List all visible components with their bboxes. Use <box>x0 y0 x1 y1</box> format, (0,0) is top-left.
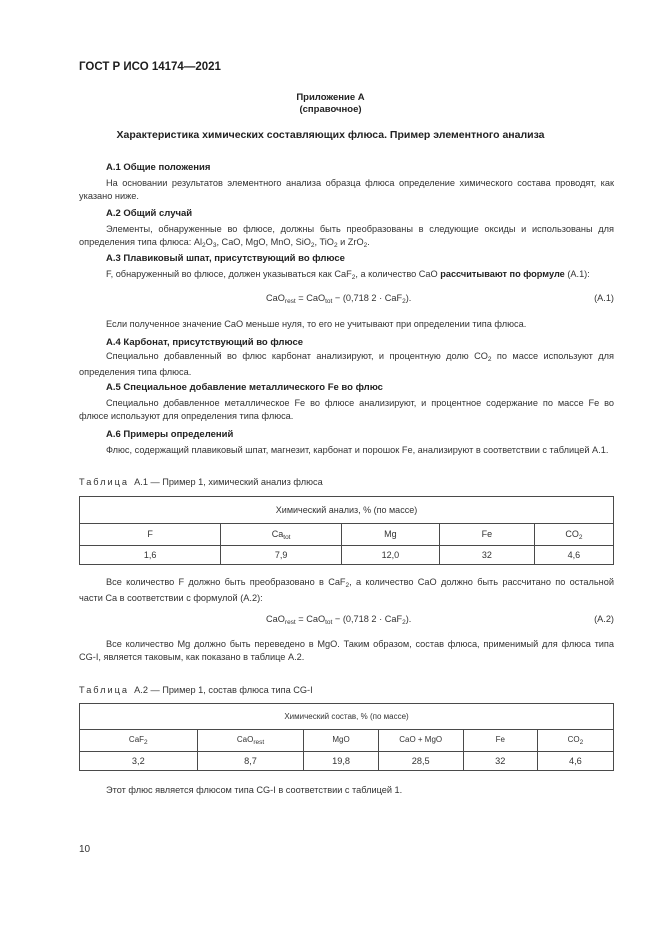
a2-part5: и ZrO <box>337 237 364 247</box>
table-a1-header <box>221 524 342 546</box>
closing-text: Этот флюс является флюсом типа CG-I в соответствии с таблицей 1. <box>106 785 403 795</box>
table-a1-header <box>341 524 439 546</box>
header-main: CaF <box>128 735 145 744</box>
a4-part2: по массе используют для определения типа флюса. <box>79 351 614 377</box>
section-a6-title: А.6 Примеры определений <box>106 429 234 440</box>
a3-part2: , а количество CaO <box>355 269 441 279</box>
f2-mid-sub: tot <box>325 619 333 626</box>
section-a1-body: На основании результатов элементного анализа образца флюса определение химического состава проводят, как указано ниже. <box>79 178 614 201</box>
table-a2-cell: 4,6 <box>537 752 613 771</box>
a5-body: Специально добавленное металлическое Fe во флюсе анализируют, и процентное содержание по массе Fe во флюсе используют для определения типа флюса. <box>79 398 614 421</box>
between-p2-text: Все количество Mg должно быть переведено в MgO. Таким образом, состав флюса, применимый для флюса типа CG-I, является таковым, как показано в таблице А.2. <box>79 639 614 662</box>
formula-a1 <box>266 293 411 305</box>
table-a1-value-row <box>80 546 614 565</box>
section-a1-title: А.1 Общие положения <box>106 162 211 173</box>
table-a2-header <box>197 730 304 752</box>
table-a2-group-header: Химический состав, % (по массе) <box>80 704 614 730</box>
table-a2-caption <box>79 685 313 695</box>
f2-mid: = CaO <box>295 614 326 624</box>
section-a2-title: А.2 Общий случай <box>106 208 193 219</box>
table-a1-header-row <box>80 524 614 546</box>
header-sub: tot <box>283 533 291 541</box>
table-a1-cell: 4,6 <box>534 546 613 565</box>
table-a2-header <box>80 730 198 752</box>
document-id: ГОСТ Р ИСО 14174—2021 <box>79 61 221 73</box>
section-a3-text <box>79 268 614 284</box>
formula-a2 <box>266 614 411 626</box>
table-a2 <box>79 703 614 771</box>
f2-end: ). <box>405 614 412 624</box>
header-sub: 2 <box>144 739 148 746</box>
f1-lhs: CaO <box>266 293 285 303</box>
header-main: Ca <box>271 528 284 539</box>
between-p1-part2: , а количество CaO должно быть рассчитано по остальной части Ca в соответствии с формулой (А.2): <box>79 577 614 603</box>
f2-rhs-sub: 2 <box>402 619 406 626</box>
appendix-subtitle: (справочное) <box>299 104 362 115</box>
section-a1-text <box>79 177 614 203</box>
section-a6-text <box>79 444 614 457</box>
a2-sub4: 2 <box>333 242 338 249</box>
table-a2-cell: 19,8 <box>304 752 378 771</box>
a2-sub2: 3 <box>212 242 217 249</box>
table-a2-group-row <box>80 704 614 730</box>
table-a2-caption-prefix: Таблица <box>79 685 130 695</box>
f1-end: ). <box>405 293 412 303</box>
f2-lhs-sub: rest <box>284 619 296 626</box>
f1-rhs: − (0,718 2 · CaF <box>332 293 403 303</box>
table-a2-header <box>304 730 378 752</box>
header-main: F <box>147 528 153 539</box>
header-main: Fe <box>481 528 493 539</box>
header-main: Mg <box>384 528 397 539</box>
section-a3-after <box>79 318 614 331</box>
f1-rhs-sub: 2 <box>402 298 406 305</box>
section-a5-text <box>79 397 614 423</box>
appendix-heading: Характеристика химических составляющих флюса. Пример элементного анализа <box>116 129 545 141</box>
a2-part2: O <box>205 237 213 247</box>
section-a4-text <box>79 350 614 379</box>
table-a2-cell: 32 <box>463 752 537 771</box>
header-main: CO <box>565 528 579 539</box>
header-main: CaO + MgO <box>399 735 443 744</box>
header-main: MgO <box>332 735 350 744</box>
header-sub: 2 <box>579 739 584 746</box>
table-a2-cell: 3,2 <box>80 752 198 771</box>
a6-body: Флюс, содержащий плавиковый шпат, магнезит, карбонат и порошок Fe, анализируют в соответствии с таблицей А.1. <box>106 445 609 455</box>
a3-part1: F, обнаруженный во флюсе, должен указываться как CaF <box>106 269 352 279</box>
a2-sub1: 2 <box>202 242 206 249</box>
between-p1-part1: Все количество F должно быть преобразовано в CaF <box>106 577 346 587</box>
table-a1 <box>79 496 614 565</box>
header-sub: rest <box>253 739 265 746</box>
appendix-title: Приложение А <box>296 92 365 103</box>
a4-sub1: 2 <box>487 356 492 363</box>
paragraph-between-2 <box>79 638 614 664</box>
table-a1-caption-text: А.1 — Пример 1, химический анализ флюса <box>134 477 323 487</box>
table-a1-group-row <box>80 497 614 524</box>
table-a1-header <box>80 524 221 546</box>
section-a5-title: А.5 Специальное добавление металлического Fe во флюс <box>106 382 383 393</box>
table-a2-header <box>537 730 613 752</box>
table-a2-cell: 28,5 <box>378 752 463 771</box>
header-sub: 2 <box>578 533 583 541</box>
header-main: CaO <box>236 735 254 744</box>
between-p1-sub1: 2 <box>345 582 350 589</box>
table-a2-header <box>463 730 537 752</box>
f1-mid: = CaO <box>295 293 326 303</box>
table-a2-header-row <box>80 730 614 752</box>
closing-paragraph <box>79 784 614 797</box>
table-a1-header <box>439 524 534 546</box>
table-a1-cell: 1,6 <box>80 546 221 565</box>
section-a4-title: А.4 Карбонат, присутствующий во флюсе <box>106 337 304 348</box>
f2-lhs: CaO <box>266 614 285 624</box>
a3-bold: рассчитывают по формуле <box>440 269 565 279</box>
a3-sub1: 2 <box>351 274 356 281</box>
f1-mid-sub: tot <box>325 298 333 305</box>
a4-part1: Специально добавленный во флюс карбонат анализируют, и процентную долю CO <box>106 351 488 361</box>
paragraph-between-1 <box>79 576 614 605</box>
table-a2-value-row <box>80 752 614 771</box>
table-a1-caption-prefix: Таблица <box>79 477 130 487</box>
a3-part3: (А.1): <box>564 269 590 279</box>
table-a2-header <box>378 730 463 752</box>
a2-sub5: 2 <box>363 242 368 249</box>
formula-a2-number: (А.2) <box>594 614 614 624</box>
table-a1-cell: 12,0 <box>341 546 439 565</box>
section-a3-title: А.3 Плавиковый шпат, присутствующий во флюсе <box>106 253 345 264</box>
f1-lhs-sub: rest <box>284 298 296 305</box>
table-a2-caption-text: А.2 — Пример 1, состав флюса типа CG-I <box>134 685 313 695</box>
a2-part3: , CaO, MgO, MnO, SiO <box>216 237 311 247</box>
header-main: CO <box>567 735 580 744</box>
a3-after-text: Если полученное значение CaO меньше нуля, то его не учитывают при определении типа флюса. <box>106 319 527 329</box>
table-a1-caption <box>79 477 323 487</box>
table-a1-cell: 32 <box>439 546 534 565</box>
a2-part6: . <box>367 237 370 247</box>
page-number: 10 <box>79 844 91 855</box>
a2-sub3: 2 <box>310 242 315 249</box>
header-main: Fe <box>495 735 505 744</box>
formula-a1-number: (А.1) <box>594 293 614 303</box>
a2-part4: , TiO <box>314 237 334 247</box>
a2-part1: Элементы, обнаруженные во флюсе, должны быть преобразованы в следующие оксиды и использованы для определения типа флюса: Al <box>79 224 614 247</box>
f2-rhs: − (0,718 2 · CaF <box>332 614 403 624</box>
table-a1-cell: 7,9 <box>221 546 342 565</box>
table-a2-cell: 8,7 <box>197 752 304 771</box>
section-a2-text <box>79 223 614 252</box>
table-a1-group-header: Химический анализ, % (по массе) <box>80 497 614 524</box>
table-a1-header <box>534 524 613 546</box>
